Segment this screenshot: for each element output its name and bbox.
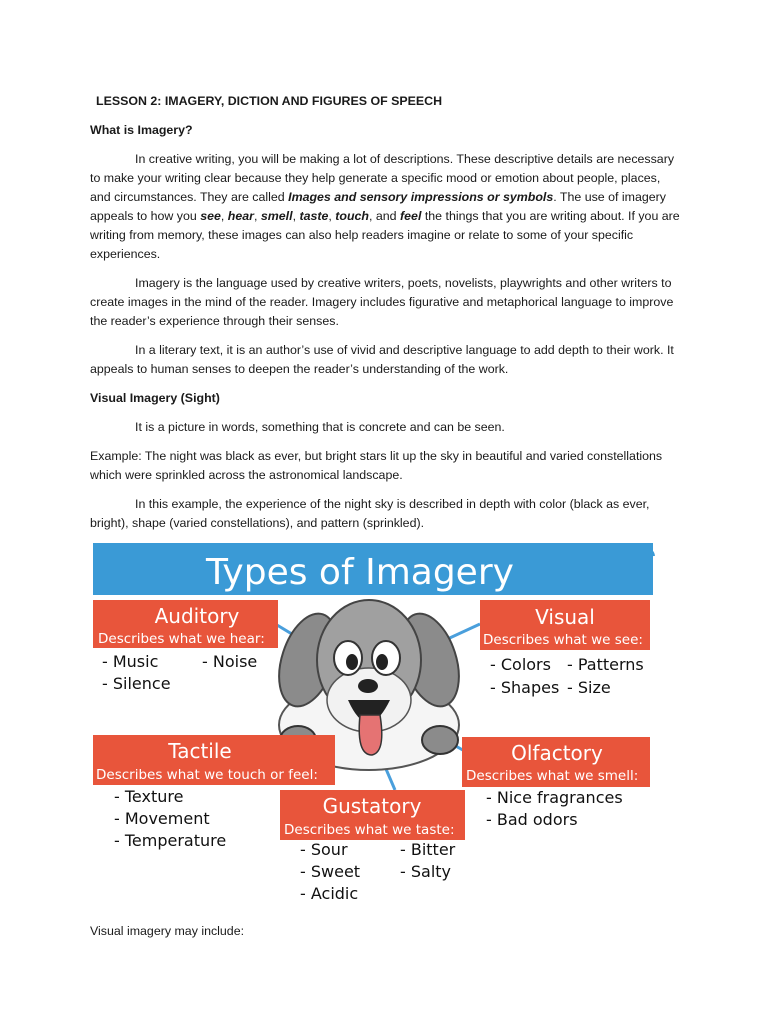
auditory-description: Describes what we hear:	[98, 631, 265, 647]
tactile-item: - Temperature	[114, 831, 227, 850]
visual-item: - Colors	[490, 655, 551, 674]
imagery-paragraph-3: In a literary text, it is an author’s use of vivid and descriptive language to add depth to their work. It appeals to human senses to deepen the reader’s understanding of the work.	[90, 343, 674, 376]
visual-title: Visual	[535, 605, 595, 629]
lesson-title: LESSON 2: IMAGERY, DICTION AND FIGURES OF SPEECH	[96, 94, 443, 108]
visual-box	[480, 600, 650, 650]
tactile-description: Describes what we touch or feel:	[96, 767, 318, 783]
tactile-title: Tactile	[168, 739, 232, 763]
auditory-title: Auditory	[154, 604, 240, 628]
auditory-item: - Silence	[102, 674, 171, 693]
olfactory-box	[462, 737, 650, 787]
gustatory-item: - Acidic	[300, 884, 359, 903]
gustatory-item: - Sour	[300, 840, 348, 859]
imagery-paragraph-1: In creative writing, you will be making a lot of descriptions. These descriptive details are necessary to make your writing clear because they help generate a specific mood or emotion about people, places, and circumstances. They are called Images and sensory impressions or symbols. The use of imagery appeals to how you see, hear, smell, taste, touch, and feel the things that you are writing about. If you are writing from memory, these images can also help readers imagine or relate to some of your specific experiences.	[90, 152, 680, 261]
gustatory-description: Describes what we taste:	[284, 822, 455, 838]
visual-imagery-heading: Visual Imagery (Sight)	[90, 391, 220, 405]
visual-item: - Shapes	[490, 678, 560, 697]
visual-imagery-caption: Visual imagery may include:	[90, 924, 245, 939]
imagery-heading: What is Imagery?	[90, 123, 193, 137]
types-of-imagery-infographic	[90, 540, 658, 905]
gustatory-item: - Sweet	[300, 862, 361, 881]
visual-imagery-definition: It is a picture in words, something that is concrete and can be seen.	[135, 420, 505, 434]
auditory-item: - Music	[102, 652, 159, 671]
gustatory-item: - Salty	[400, 862, 452, 881]
visual-imagery-explanation: In this example, the experience of the night sky is described in depth with color (black as ever, bright), shape (varied constellations), and pattern (sprinkled).	[90, 497, 650, 530]
visual-item: - Size	[567, 678, 611, 697]
olfactory-item: - Bad odors	[486, 810, 578, 829]
olfactory-item: - Nice fragrances	[486, 788, 623, 807]
gustatory-item: - Bitter	[400, 840, 456, 859]
gustatory-title: Gustatory	[322, 794, 422, 818]
infographic-title: Types of Imagery	[206, 552, 514, 593]
olfactory-title: Olfactory	[511, 741, 603, 765]
gustatory-box	[280, 790, 465, 840]
auditory-item: - Noise	[202, 652, 258, 671]
visual-description: Describes what we see:	[483, 632, 643, 648]
auditory-box	[93, 600, 278, 648]
visual-item: - Patterns	[567, 655, 644, 674]
visual-imagery-example: Example: The night was black as ever, but bright stars lit up the sky in beautiful and varied constellations which were sprinkled across the astronomical landscape.	[90, 449, 663, 482]
tactile-item: - Texture	[114, 787, 184, 806]
tactile-item: - Movement	[114, 809, 210, 828]
imagery-paragraph-2: Imagery is the language used by creative writers, poets, novelists, playwrights and other writers to create images in the mind of the reader. Imagery includes figurative and metaphorical language to improve the reader’s experience through their senses.	[90, 276, 674, 328]
tactile-box	[93, 735, 335, 785]
olfactory-description: Describes what we smell:	[466, 768, 639, 784]
document-body	[90, 92, 680, 543]
